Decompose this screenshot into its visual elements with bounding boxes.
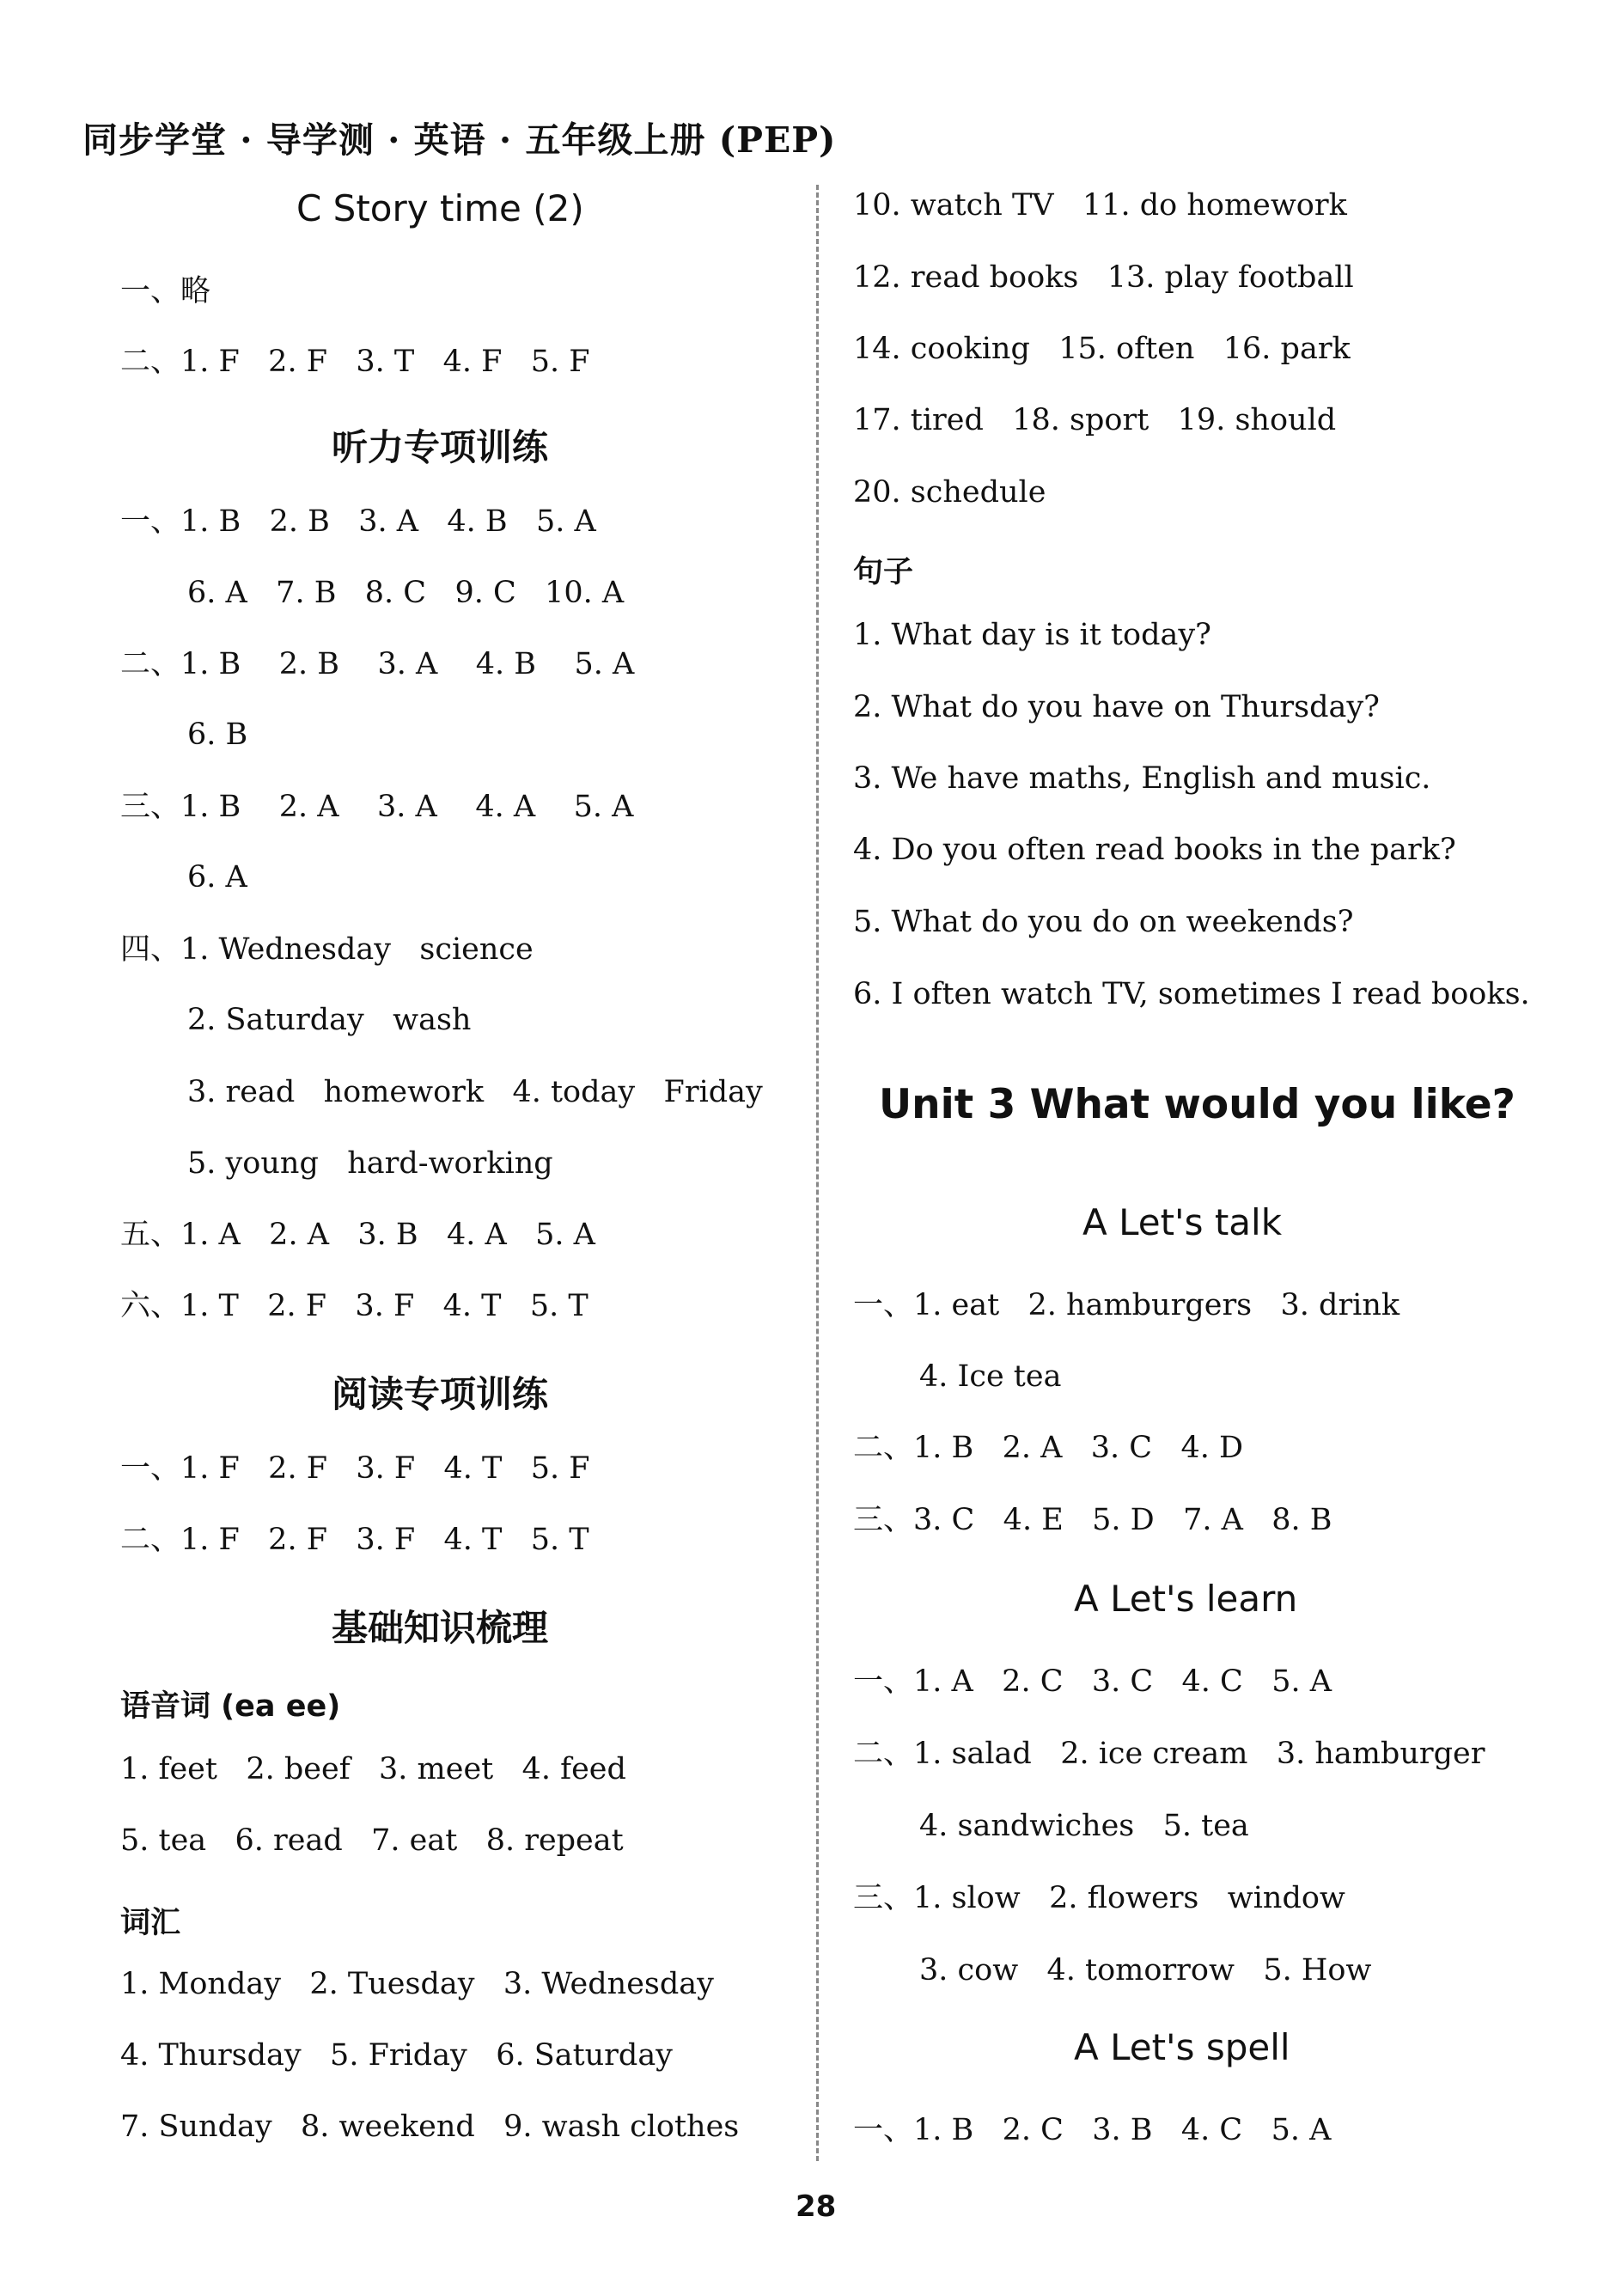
- page-header: 同步学堂 · 导学测 · 英语 · 五年级上册 (PEP): [82, 119, 837, 161]
- answer-line: 二、1. B 2. B 3. A 4. B 5. A: [120, 647, 635, 681]
- answer-line: 1. Monday 2. Tuesday 3. Wednesday: [120, 1967, 714, 2001]
- answer-line: 6. A 7. B 8. C 9. C 10. A: [187, 576, 625, 610]
- answer-line: 五、1. A 2. A 3. B 4. A 5. A: [120, 1218, 595, 1252]
- answer-line: 三、3. C 4. E 5. D 7. A 8. B: [853, 1503, 1332, 1537]
- sentence-label: 句子: [853, 555, 914, 589]
- answer-line: 3. cow 4. tomorrow 5. How: [919, 1953, 1372, 1988]
- answer-line: 20. schedule: [853, 475, 1046, 510]
- answer-line: 一、1. eat 2. hamburgers 3. drink: [853, 1288, 1400, 1322]
- answer-line: 4. Ice tea: [919, 1359, 1062, 1394]
- answer-line: 6. I often watch TV, sometimes I read books.: [853, 977, 1530, 1011]
- reading-title: 阅读专项训练: [332, 1373, 549, 1415]
- answer-line: 三、1. slow 2. flowers window: [853, 1881, 1345, 1915]
- answer-line: 四、1. Wednesday science: [120, 932, 534, 967]
- answer-line: 一、1. B 2. B 3. A 4. B 5. A: [120, 504, 596, 539]
- column-divider: [816, 185, 819, 2161]
- answer-line: 7. Sunday 8. weekend 9. wash clothes: [120, 2110, 740, 2144]
- answer-line: 5. What do you do on weekends?: [853, 905, 1354, 939]
- answer-line: 3. read homework 4. today Friday: [187, 1075, 763, 1109]
- lets-learn-title: A Let's learn: [1074, 1578, 1298, 1620]
- answer-line: 4. Do you often read books in the park?: [853, 833, 1456, 867]
- answer-line: 1. What day is it today?: [853, 618, 1211, 652]
- answer-line: 二、1. salad 2. ice cream 3. hamburger: [853, 1737, 1485, 1771]
- vocab-label: 词汇: [120, 1906, 181, 1940]
- basics-title: 基础知识梳理: [332, 1607, 549, 1649]
- answer-line: 三、1. B 2. A 3. A 4. A 5. A: [120, 790, 634, 824]
- answer-line: 二、1. F 2. F 3. F 4. T 5. T: [120, 1523, 589, 1557]
- lets-spell-title: A Let's spell: [1074, 2026, 1290, 2068]
- answer-line: 17. tired 18. sport 19. should: [853, 403, 1337, 437]
- answer-line: 一、1. F 2. F 3. F 4. T 5. F: [120, 1451, 590, 1486]
- answer-line: 一、1. A 2. C 3. C 4. C 5. A: [853, 1664, 1332, 1699]
- answer-line: 二、1. F 2. F 3. T 4. F 5. F: [120, 345, 590, 379]
- answer-line: 14. cooking 15. often 16. park: [853, 332, 1351, 366]
- listening-title: 听力专项训练: [332, 426, 549, 468]
- phonics-label: 语音词 (ea ee): [120, 1689, 341, 1724]
- answer-line: 一、1. B 2. C 3. B 4. C 5. A: [853, 2113, 1332, 2147]
- answer-line: 6. B: [187, 718, 248, 752]
- answer-line: 2. Saturday wash: [187, 1003, 472, 1037]
- answer-line: 一、略: [120, 274, 211, 308]
- answer-line: 二、1. B 2. A 3. C 4. D: [853, 1431, 1244, 1465]
- answer-line: 5. young hard-working: [187, 1146, 553, 1181]
- lets-talk-title: A Let's talk: [1082, 1201, 1283, 1243]
- story-time-title: C Story time (2): [296, 187, 584, 229]
- answer-line: 4. Thursday 5. Friday 6. Saturday: [120, 2038, 673, 2073]
- answer-line: 5. tea 6. read 7. eat 8. repeat: [120, 1823, 624, 1858]
- answer-line: 4. sandwiches 5. tea: [919, 1809, 1249, 1843]
- answer-line: 1. feet 2. beef 3. meet 4. feed: [120, 1752, 626, 1786]
- page-number: 28: [796, 2189, 837, 2224]
- answer-line: 2. What do you have on Thursday?: [853, 690, 1380, 724]
- answer-line: 六、1. T 2. F 3. F 4. T 5. T: [120, 1289, 588, 1323]
- answer-line: 6. A: [187, 860, 247, 895]
- answer-line: 3. We have maths, English and music.: [853, 761, 1431, 796]
- answer-line: 12. read books 13. play football: [853, 260, 1354, 295]
- unit-title: Unit 3 What would you like?: [879, 1081, 1515, 1128]
- answer-line: 10. watch TV 11. do homework: [853, 188, 1347, 223]
